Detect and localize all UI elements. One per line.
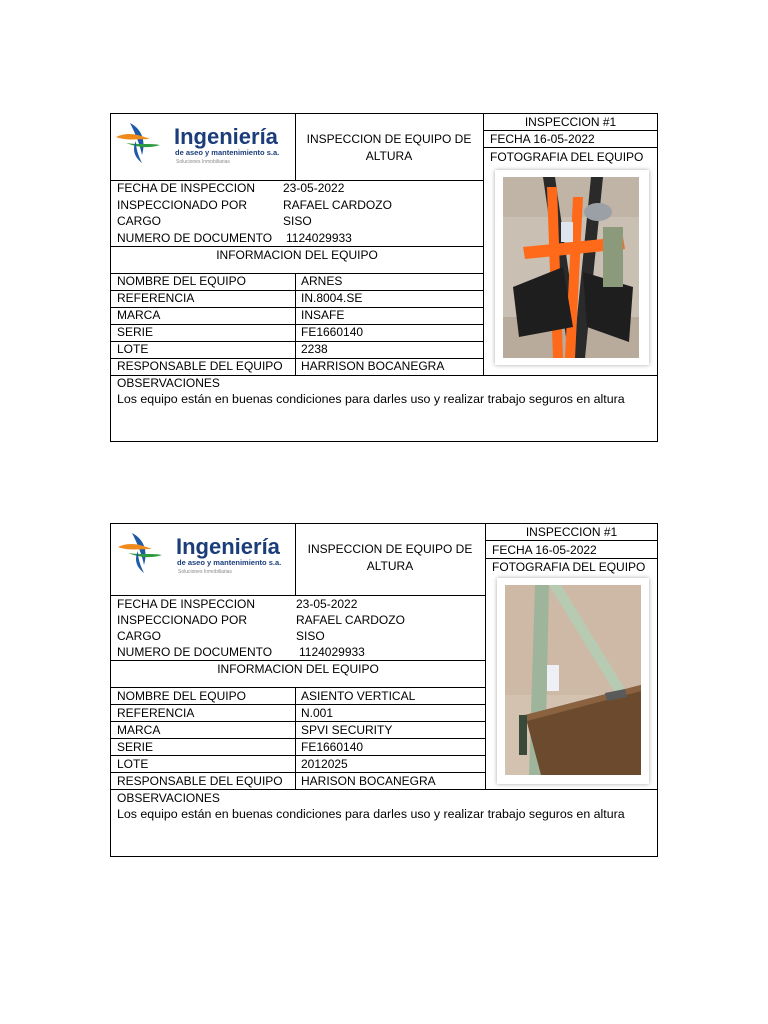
value-inspeccionado-por: RAFAEL CARDOZO <box>296 613 405 627</box>
equipment-photo-frame <box>497 578 649 784</box>
logo-name: Ingeniería <box>174 124 278 149</box>
value-cargo: SISO <box>296 629 325 643</box>
form-title-line-1: INSPECCION DE EQUIPO DE <box>306 132 472 146</box>
label-serie: SERIE <box>117 325 154 339</box>
label-fecha-inspeccion: FECHA DE INSPECCION <box>117 181 256 195</box>
inspection-card-2 <box>110 523 658 857</box>
value-lote: 2012025 <box>301 757 348 771</box>
label-nombre-equipo: NOMBRE DEL EQUIPO <box>117 689 246 703</box>
form-title-line-2: ALTURA <box>365 149 413 163</box>
inspection-date: FECHA 16-05-2022 <box>492 543 597 557</box>
ingenieria-logo-icon <box>114 525 294 591</box>
inspection-number: INSPECCION #1 <box>524 115 617 129</box>
value-marca: SPVI SECURITY <box>301 723 393 737</box>
logo-tagline: de aseo y mantenimiento s.a. <box>175 148 280 157</box>
logo-subtext: Soluciones Inmobiliarias <box>178 569 232 575</box>
logo-tagline: de aseo y mantenimiento s.a. <box>177 558 282 567</box>
value-inspeccionado-por: RAFAEL CARDOZO <box>283 198 392 212</box>
logo-subtext: Soluciones Inmobiliarias <box>176 159 230 165</box>
value-numero-documento: 1124029933 <box>286 231 352 245</box>
label-cargo: CARGO <box>117 214 162 228</box>
label-lote: LOTE <box>117 757 149 771</box>
observaciones-label: OBSERVACIONES <box>117 791 220 805</box>
value-referencia: N.001 <box>301 706 334 720</box>
label-responsable: RESPONSABLE DEL EQUIPO <box>117 774 283 788</box>
form-title <box>297 131 481 165</box>
inspection-number: INSPECCION #1 <box>525 525 618 539</box>
seat-photo <box>505 585 641 775</box>
value-nombre-equipo: ARNES <box>301 274 343 288</box>
section-title: INFORMACION DEL EQUIPO <box>216 248 378 262</box>
label-serie: SERIE <box>117 740 154 754</box>
photo-label: FOTOGRAFIA DEL EQUIPO <box>490 150 644 164</box>
logo-name: Ingeniería <box>176 534 280 559</box>
value-lote: 2238 <box>301 342 328 356</box>
value-serie: FE1660140 <box>301 740 364 754</box>
label-marca: MARCA <box>117 308 161 322</box>
company-logo <box>114 525 294 591</box>
value-cargo: SISO <box>283 214 312 228</box>
section-title: INFORMACION DEL EQUIPO <box>217 662 379 676</box>
label-inspeccionado-por: INSPECCIONADO POR <box>117 198 248 212</box>
label-responsable: RESPONSABLE DEL EQUIPO <box>117 359 283 373</box>
company-logo <box>112 115 292 181</box>
observaciones-text: Los equipo están en buenas condiciones para darles uso y realizar trabajo seguros en altura <box>117 807 625 821</box>
label-lote: LOTE <box>117 342 149 356</box>
form-title <box>297 541 483 575</box>
inspection-date: FECHA 16-05-2022 <box>490 132 595 146</box>
label-fecha-inspeccion: FECHA DE INSPECCION <box>117 597 256 611</box>
form-title-line-2: ALTURA <box>366 559 414 573</box>
value-nombre-equipo: ASIENTO VERTICAL <box>301 689 416 703</box>
harness-photo <box>503 177 639 358</box>
value-fecha-inspeccion: 23-05-2022 <box>283 181 345 195</box>
value-numero-documento: 1124029933 <box>299 645 365 659</box>
label-inspeccionado-por: INSPECCIONADO POR <box>117 613 248 627</box>
value-serie: FE1660140 <box>301 325 364 339</box>
seat-image-icon <box>505 585 641 775</box>
observaciones-text: Los equipo están en buenas condiciones para darles uso y realizar trabajo seguros en altura <box>117 392 625 406</box>
label-referencia: REFERENCIA <box>117 706 195 720</box>
inspection-card-1 <box>110 113 658 442</box>
value-fecha-inspeccion: 23-05-2022 <box>296 597 358 611</box>
value-responsable: HARISON BOCANEGRA <box>301 774 436 788</box>
label-numero-documento: NUMERO DE DOCUMENTO <box>117 645 273 659</box>
label-marca: MARCA <box>117 723 161 737</box>
label-cargo: CARGO <box>117 629 162 643</box>
label-referencia: REFERENCIA <box>117 291 195 305</box>
label-numero-documento: NUMERO DE DOCUMENTO <box>117 231 273 245</box>
observaciones-label: OBSERVACIONES <box>117 376 220 390</box>
photo-label: FOTOGRAFIA DEL EQUIPO <box>492 560 646 574</box>
value-referencia: IN.8004.SE <box>301 291 363 305</box>
value-marca: INSAFE <box>301 308 345 322</box>
ingenieria-logo-icon <box>112 115 292 181</box>
form-title-line-1: INSPECCION DE EQUIPO DE <box>307 542 473 556</box>
value-responsable: HARRISON BOCANEGRA <box>301 359 445 373</box>
equipment-photo-frame <box>495 170 649 365</box>
label-nombre-equipo: NOMBRE DEL EQUIPO <box>117 274 246 288</box>
harness-image-icon <box>503 177 639 358</box>
